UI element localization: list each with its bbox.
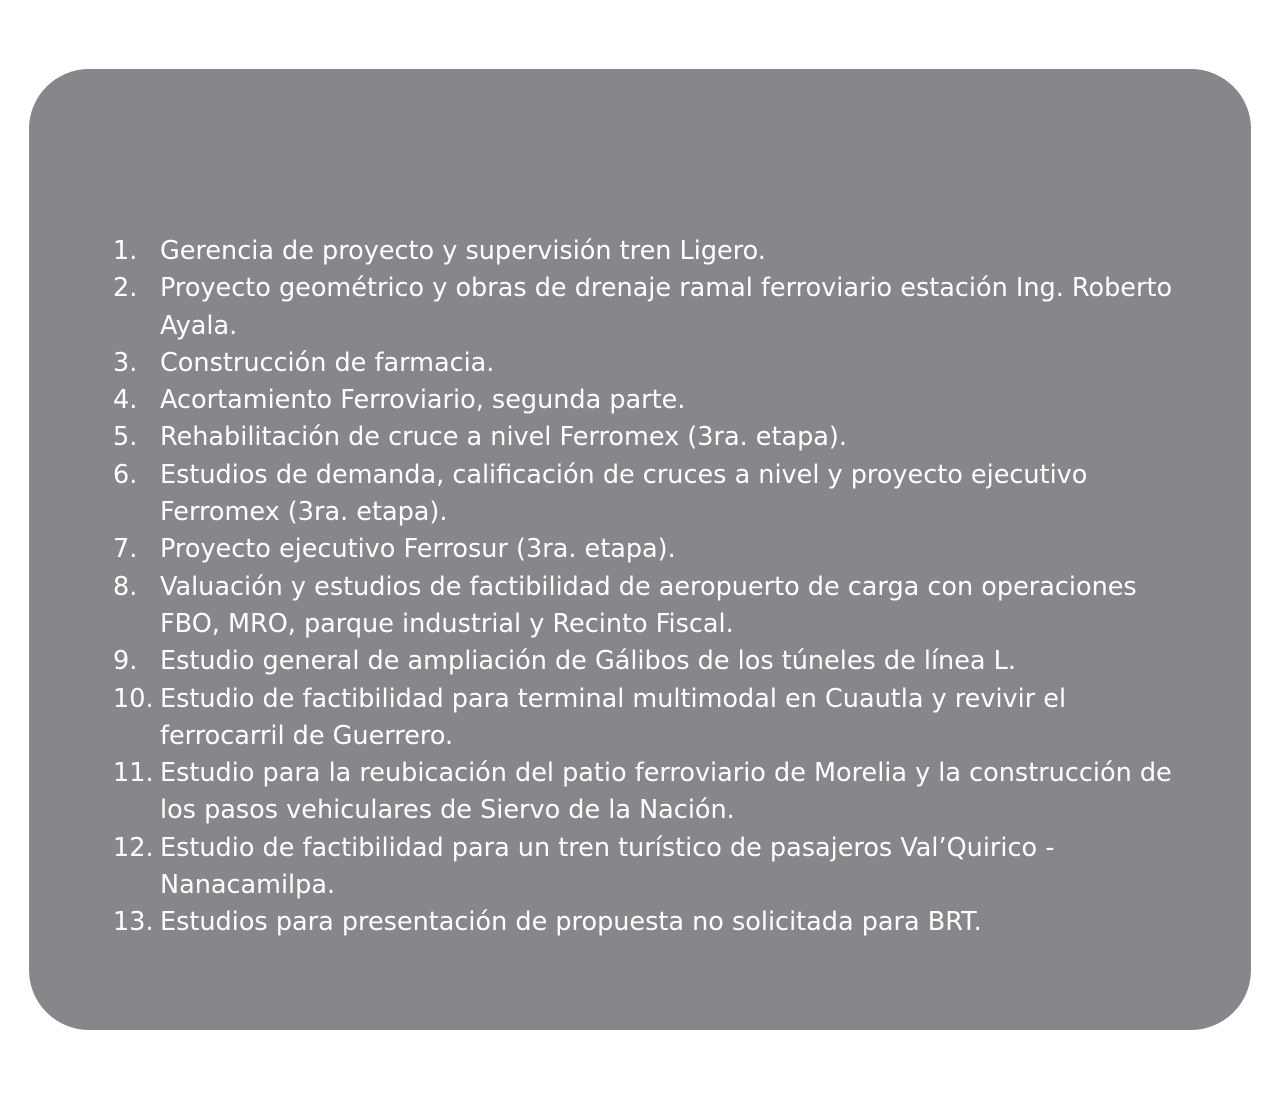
item-text: Estudio para la reubicación del patio ferroviario de Morelia y la construcción de los pasos vehiculares de Siervo de la Nación. [160,758,1172,826]
list-item [113,830,1193,905]
item-text: Estudio de factibilidad para terminal multimodal en Cuautla y revivir el ferrocarril de Guerrero. [160,683,1067,751]
project-list [113,233,1193,942]
item-text: Proyecto geométrico y obras de drenaje ramal ferroviario estación Ing. Roberto Ayala. [160,273,1173,341]
list-item [113,569,1193,644]
item-text: Estudio general de ampliación de Gálibos de los túneles de línea L. [160,646,1016,677]
list-item [113,270,1193,345]
list-item [113,681,1193,756]
list-item [113,755,1193,830]
projects-card [29,69,1251,1030]
item-text: Valuación y estudios de factibilidad de aeropuerto de carga con operaciones FBO, MRO, parque industrial y Recinto Fiscal. [160,571,1137,639]
item-text: Proyecto ejecutivo Ferrosur (3ra. etapa). [160,534,676,565]
item-number: 3. [113,347,138,378]
item-number: 11. [113,758,154,789]
item-text: Rehabilitación de cruce a nivel Ferromex (3ra. etapa). [160,422,847,453]
item-number: 8. [113,571,138,602]
item-text: Gerencia de proyecto y supervisión tren Ligero. [160,236,766,266]
list-item [113,419,1193,456]
item-number: 6. [113,459,138,490]
item-number: 1. [113,236,138,266]
list-item [113,345,1193,382]
list-item [113,457,1193,532]
item-number: 12. [113,832,154,863]
list-item [113,233,1193,270]
list-item [113,904,1193,941]
item-text: Estudios de demanda, calificación de cruces a nivel y proyecto ejecutivo Ferromex (3ra. etapa). [160,459,1088,528]
item-text: Estudio de factibilidad para un tren turístico de pasajeros Val’Quirico - Nanacamilpa. [160,832,1055,901]
item-number: 7. [113,534,138,565]
list-item [113,643,1193,680]
list-item [113,382,1193,419]
item-text: Construcción de farmacia. [160,347,495,378]
item-text: Estudios para presentación de propuesta no solicitada para BRT. [160,907,982,938]
item-number: 9. [113,646,138,677]
item-number: 4. [113,385,138,416]
item-number: 10. [113,683,154,714]
item-number: 5. [113,422,138,453]
item-number: 2. [113,273,138,304]
item-text: Acortamiento Ferroviario, segunda parte. [160,385,686,416]
item-number: 13. [113,907,154,938]
list-item [113,531,1193,568]
